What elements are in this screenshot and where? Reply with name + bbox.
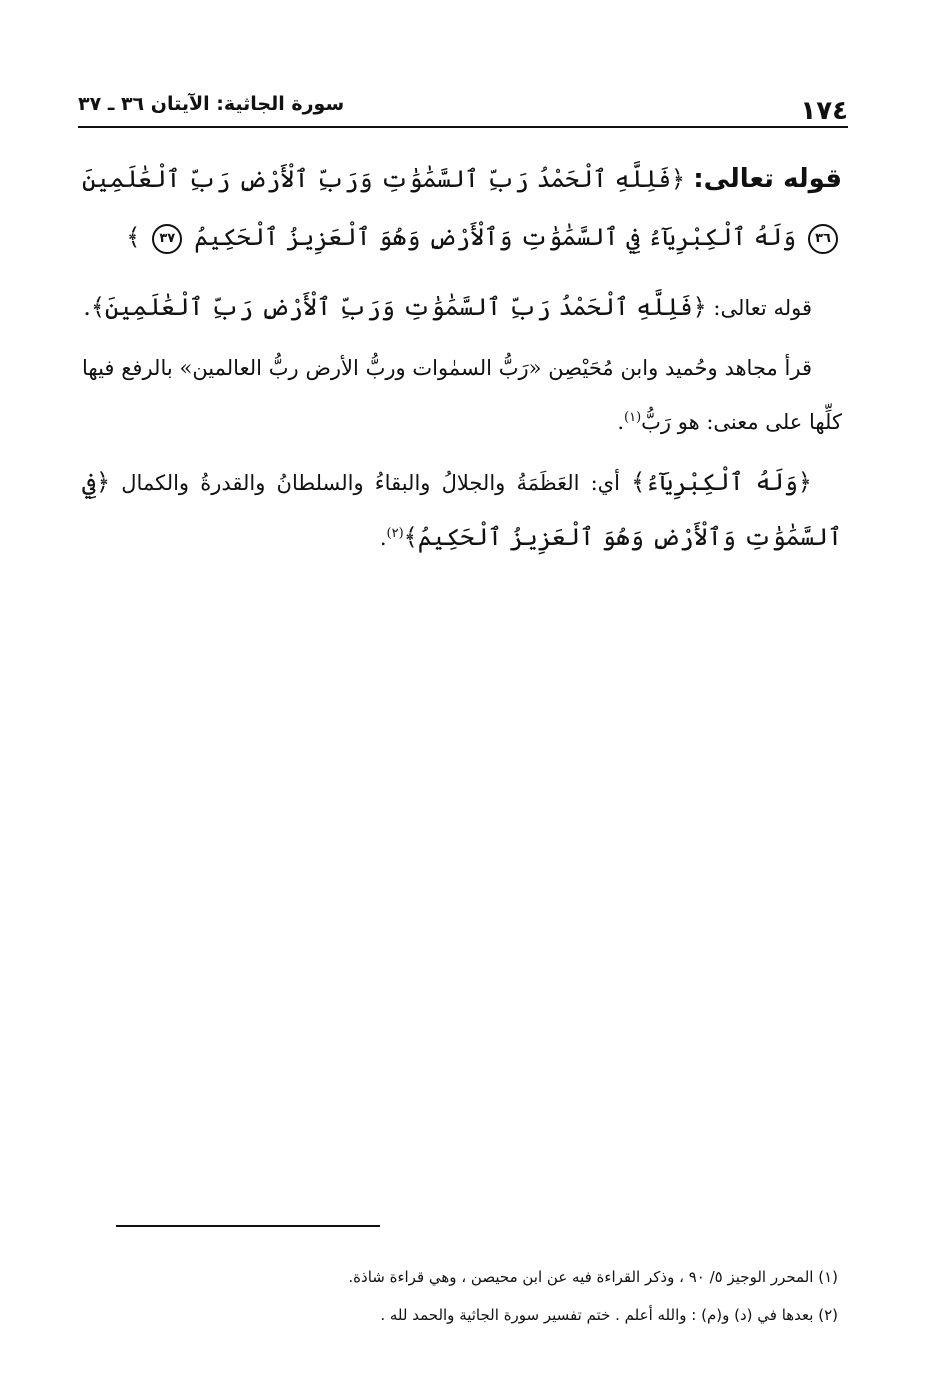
footnote-2: (٢) بعدها في (د) و(م) : والله أعلم . ختم تفسير سورة الجاثية والحمد لله . (380, 1306, 838, 1324)
paragraph-2 (82, 341, 842, 449)
paragraph-2-text: قرأ مجاهد وحُميد وابن مُحَيْصِن «رَبُّ السمٰوات وربُّ الأرض ربُّ العالمين» بالرفع فيها كلِّها على معنى: هو رَبُّ (82, 356, 842, 434)
footnotes (100, 1258, 838, 1334)
verse-text-part1: ﴿فَلِلَّهِ ٱلْحَمْدُ رَبِّ ٱلسَّمَٰوَٰتِ وَرَبِّ ٱلْأَرْضِ رَبِّ ٱلْعَٰلَمِينَ (82, 165, 686, 193)
running-title: سورة الجاثية: الآيتان ٣٦ ـ ٣٧ (78, 93, 345, 115)
page-body (82, 150, 842, 571)
verse-lead: قوله تعالى: (693, 164, 843, 194)
paragraph-1 (82, 280, 842, 335)
paragraph-3-end: . (379, 526, 387, 550)
paragraph-3-text: أي: العَظَمَةُ والجلالُ والبقاءُ والسلطانُ والقدرةُ والكمال (121, 471, 620, 495)
ayah-number-36: ٣٦ (808, 224, 838, 254)
page-number: ١٧٤ (800, 96, 848, 126)
verse-text-part2: وَلَهُ ٱلْكِبْرِيَآءُ فِي ٱلسَّمَٰوَٰتِ وَٱلْأَرْضِ وَهُوَ ٱلْعَزِيزُ ٱلْحَكِيمُ (194, 223, 797, 251)
footnote-ref-2[interactable]: (٢) (386, 526, 404, 541)
footnote-1: (١) المحرر الوجيز ٥/ ٩٠ ، وذكر القراءة فيه عن ابن محيصن ، وهي قراءة شاذة. (348, 1268, 838, 1286)
verse-close-bracket: ﴾ (126, 223, 141, 251)
paragraph-3 (82, 455, 842, 565)
paragraph-2-end: . (617, 410, 625, 434)
paragraph-1-lead: قوله تعالى: (713, 296, 812, 320)
verse-block (82, 150, 842, 266)
page-header (78, 80, 848, 128)
paragraph-3-quote-2: ﴿فِي ٱلسَّمَٰوَٰتِ وَٱلْأَرْضِ وَهُوَ ٱلْعَزِيزُ ٱلْحَكِيمُ﴾ (82, 468, 842, 551)
paragraph-1-quote: ﴿فَلِلَّهِ ٱلْحَمْدُ رَبِّ ٱلسَّمَٰوَٰتِ وَرَبِّ ٱلْأَرْضِ رَبِّ ٱلْعَٰلَمِينَ﴾. (83, 293, 707, 321)
paragraph-3-quote-1: ﴿وَلَهُ ٱلْكِبْرِيَآءُ﴾ (631, 468, 812, 496)
ayah-number-37: ٣٧ (152, 224, 182, 254)
footnote-ref-1[interactable]: (١) (624, 410, 642, 425)
footnote-separator (116, 1225, 380, 1227)
